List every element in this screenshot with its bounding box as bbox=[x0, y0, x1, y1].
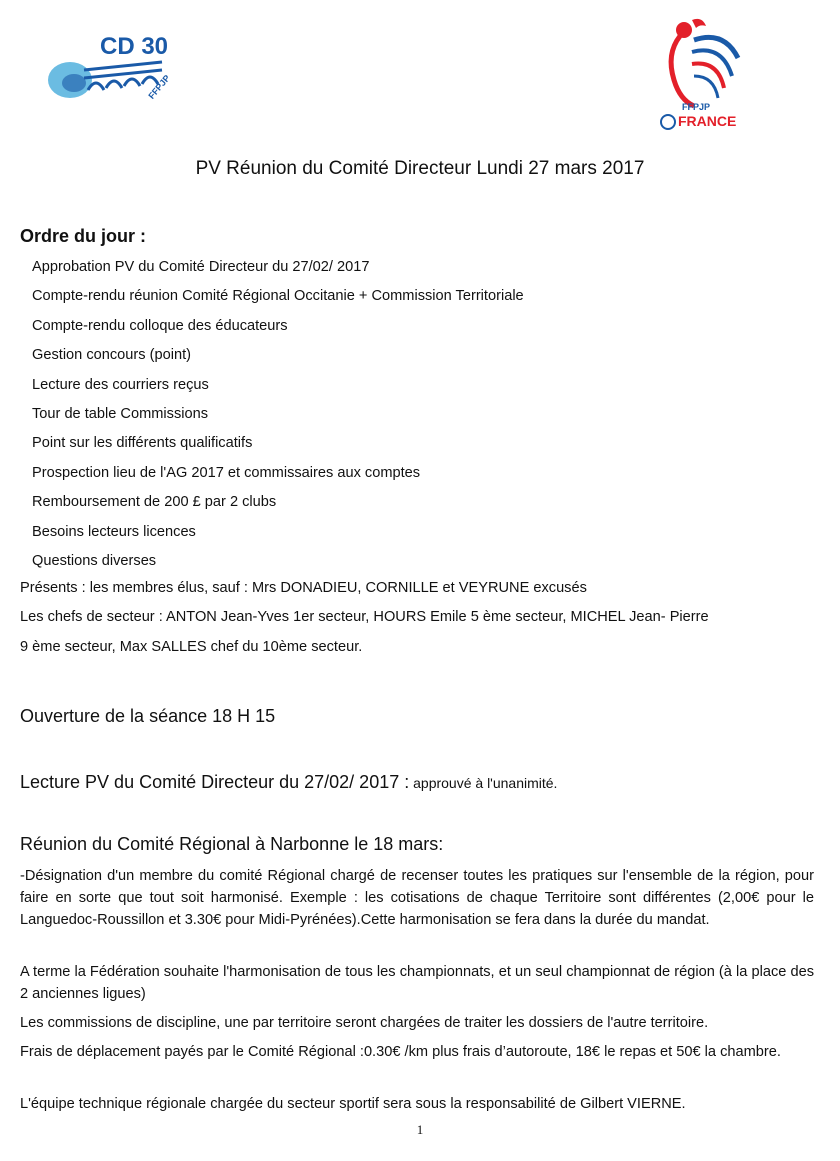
regional-paragraph: Frais de déplacement payés par le Comité Régional :0.30€ /km plus frais d’autoroute, 18€ le repas et 50€ la chambre. bbox=[20, 1044, 781, 1060]
lecture-result: approuvé à l'unanimité. bbox=[409, 775, 558, 791]
agenda-item: Tour de table Commissions bbox=[32, 405, 209, 422]
agenda-item: Compte-rendu réunion Comité Régional Occitanie + Commission Territoriale bbox=[32, 288, 524, 305]
cd30-logo-text: CD 30 bbox=[100, 33, 169, 60]
ffpjp-france-logo bbox=[652, 14, 748, 132]
agenda-item: Questions diverses bbox=[32, 552, 157, 569]
agenda-item: Besoins lecteurs licences bbox=[32, 523, 196, 540]
presents-line: Présents : les membres élus, sauf : Mrs DONADIEU, CORNILLE et VEYRUNE excusés bbox=[20, 580, 587, 596]
regional-heading: Réunion du Comité Régional à Narbonne le 18 mars: bbox=[20, 834, 444, 854]
agenda-heading: Ordre du jour : bbox=[20, 226, 146, 246]
agenda-item: Remboursement de 200 £ par 2 clubs bbox=[32, 494, 277, 511]
chefs-line-2: 9 ème secteur, Max SALLES chef du 10ème secteur. bbox=[20, 639, 363, 655]
agenda-item: Approbation PV du Comité Directeur du 27/02/ 2017 bbox=[32, 259, 370, 275]
agenda-item: Prospection lieu de l'AG 2017 et commissaires aux comptes bbox=[32, 464, 421, 481]
agenda-item: Gestion concours (point) bbox=[32, 347, 191, 364]
agenda-item: Lecture des courriers reçus bbox=[32, 376, 209, 393]
cd30-logo-subtext: FFPJP bbox=[146, 73, 173, 101]
document-title: PV Réunion du Comité Directeur Lundi 27 mars 2017 bbox=[195, 158, 645, 179]
chefs-line-1: Les chefs de secteur : ANTON Jean-Yves 1er secteur, HOURS Emile 5 ème secteur, MICHEL Jean- Pierre bbox=[20, 609, 709, 625]
regional-paragraph: A terme la Fédération souhaite l'harmonisation de tous les championnats, et un seul championnat de région (à la place des 2 anciennes ligues) bbox=[20, 964, 814, 1002]
regional-paragraph: L'équipe technique régionale chargée du secteur sportif sera sous la responsabilité de Gilbert VIERNE. bbox=[20, 1096, 686, 1112]
regional-paragraph: -Désignation d'un membre du comité Régional chargé de recenser toutes les pratiques sur l'ensemble de la région, pour faire en sorte que tout soit harmonisé. Exemple : les cotisations de chaque Territoire sont différentes (2,00€ pour le Languedoc-Roussillon et 3.30€ pour Midi-Pyrénées).Cette harmonisation se fera dans la durée du mandat. bbox=[20, 868, 814, 928]
lecture-title: Lecture PV du Comité Directeur du 27/02/ 2017 : bbox=[20, 772, 410, 792]
regional-paragraph: Les commissions de discipline, une par territoire seront chargées de traiter les dossiers de l'autre territoire. bbox=[20, 1015, 709, 1031]
page-number: 1 bbox=[416, 1122, 424, 1137]
ffpjp-logo-line1: FFPJP bbox=[682, 102, 711, 112]
lecture-heading bbox=[20, 772, 557, 793]
agenda-item: Point sur les différents qualificatifs bbox=[32, 435, 253, 452]
cd30-logo bbox=[44, 28, 176, 104]
agenda-item: Compte-rendu colloque des éducateurs bbox=[32, 317, 288, 334]
agenda-list bbox=[32, 256, 524, 579]
ffpjp-logo-line2: FRANCE bbox=[678, 113, 737, 129]
ouverture-heading: Ouverture de la séance 18 H 15 bbox=[20, 706, 276, 726]
